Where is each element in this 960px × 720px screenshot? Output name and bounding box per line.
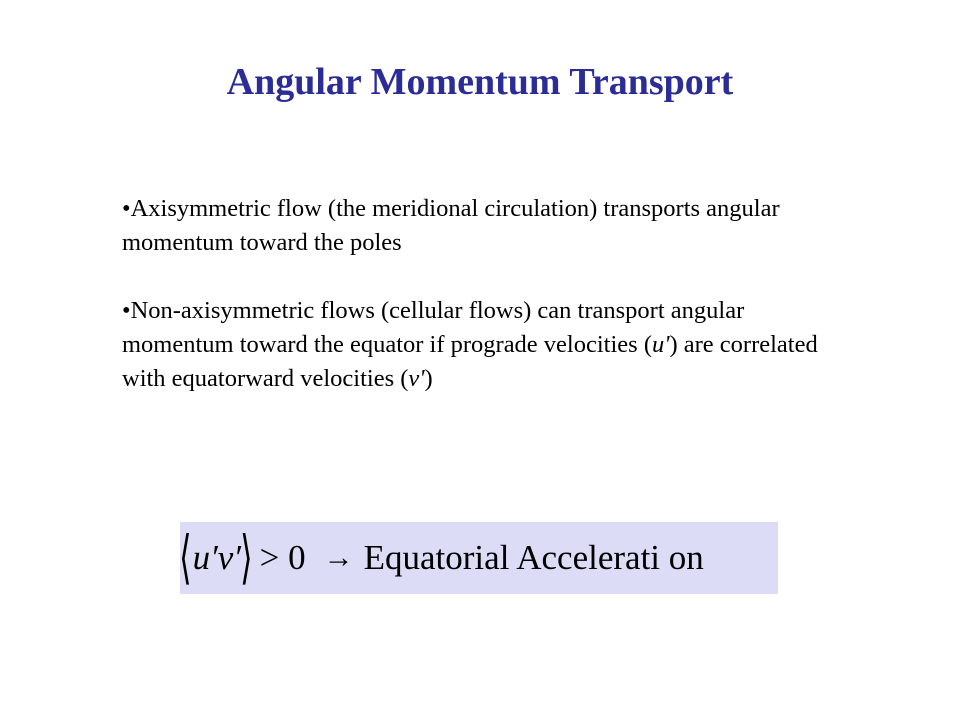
variable-u-prime: u'	[651, 331, 670, 358]
greater-than-zero: > 0	[259, 538, 306, 577]
bullet-marker: •	[122, 195, 131, 222]
equatorial-acceleration-formula	[180, 522, 778, 594]
bullet-text-part-b: ) are correlated with equatorward velocities (	[122, 331, 818, 392]
bullet-item-non-axisymmetric	[122, 294, 842, 396]
bullet-item-axisymmetric	[122, 192, 842, 260]
close-angle-bracket: ⟩	[240, 525, 253, 590]
slide-title: Angular Momentum Transport	[226, 61, 734, 103]
bullet-text-part-a: Non-axisymmetric flows (cellular flows) can transport angular momentum toward the equator if prograde velocities (	[122, 297, 745, 358]
bullet-list	[122, 192, 842, 430]
right-arrow-icon: →	[323, 541, 354, 574]
formula-result: Equatorial Accelerati on	[363, 538, 704, 577]
bullet-marker: •	[122, 297, 131, 324]
correlation-term: u′v′	[192, 538, 241, 577]
bullet-text: Axisymmetric flow (the meridional circulation) transports angular momentum toward the poles	[122, 195, 780, 256]
formula-box	[180, 522, 778, 594]
variable-v-prime: v'	[408, 365, 425, 392]
bullet-text-part-c: )	[424, 365, 433, 392]
open-angle-bracket: ⟨	[179, 525, 192, 590]
